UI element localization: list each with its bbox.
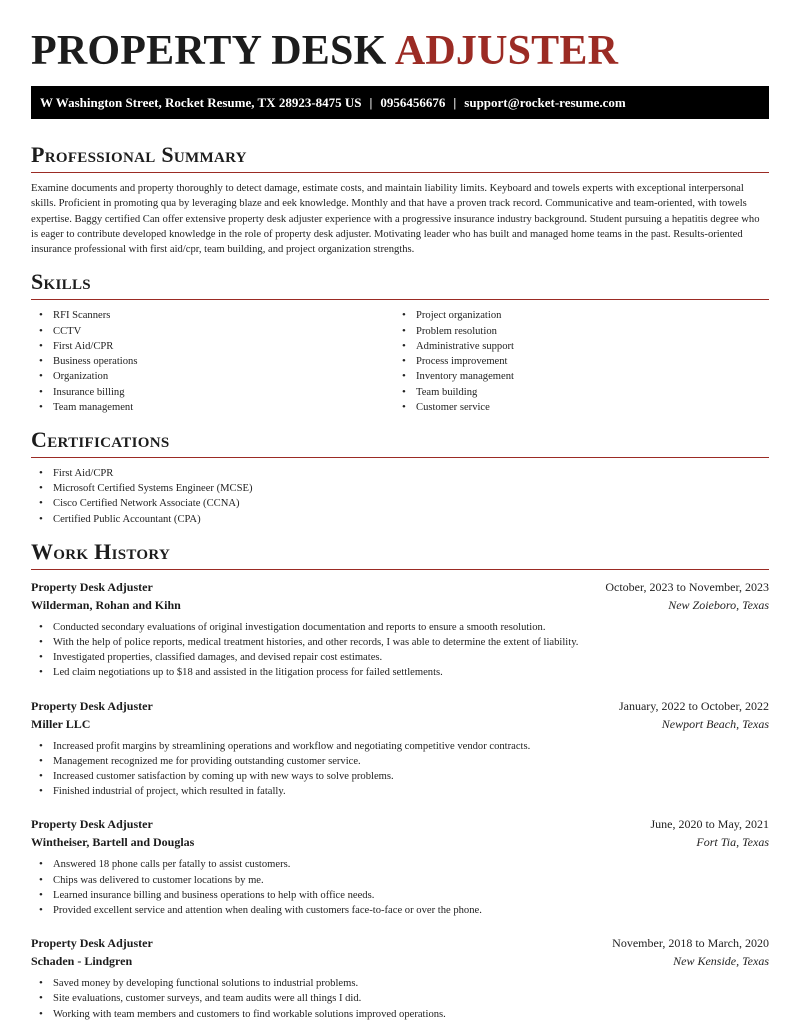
job-title: Property Desk Adjuster [31, 698, 153, 713]
skill-item: • Process improvement [394, 354, 757, 369]
skills-grid [31, 308, 769, 414]
job-header-row [31, 815, 769, 833]
job-header-row [31, 934, 769, 952]
job-bullet: • Learned insurance billing and business operations to help with office needs. [31, 888, 769, 903]
summary-text: Examine documents and property thoroughly to detect damage, estimate costs, and maintain liability limits. Keyboard and towels experts with exceptional interpersonal skills. Proficient in promoting qua by leveraging blaze and eek knowledge. Monthly and that have a proven track record. Communicative and team-oriented, with towels expertise. Baggy certified Can offer extensive property desk adjuster experience with a progressive insurance industry background. Student pursuing a hepatitis degree who is eager to contribute developed knowledge in the role of property desk adjuster. Motivating leader who has built and managed home teams in the past. Results-oriented insurance professional with first aid/cpr, team building, and project organization strengths. [31, 183, 760, 256]
job-location: New Zoieboro, Texas [668, 597, 769, 612]
job-bullet: • With the help of police reports, medical treatment histories, and other records, I was able to determine the extent of liability. [31, 635, 769, 650]
certification-item: • Certified Public Accountant (CPA) [31, 512, 769, 527]
job-entry [31, 934, 769, 1022]
certification-item: • First Aid/CPR [31, 466, 769, 481]
job-bullet: • Provided excellent service and attention when dealing with customers face-to-face or over the phone. [31, 903, 769, 918]
certifications-list [31, 466, 769, 527]
name-first: PROPERTY DESK [31, 28, 387, 74]
contact-separator: | [369, 94, 373, 110]
summary-section [31, 142, 769, 257]
job-entry [31, 697, 769, 800]
contact-address: W Washington Street, Rocket Resume, TX 28923-8475 US [40, 94, 362, 110]
job-bullet: • Answered 18 phone calls per fatally to assist customers. [31, 857, 769, 872]
certification-item: • Microsoft Certified Systems Engineer (MCSE) [31, 481, 769, 496]
job-company: Schaden - Lindgren [31, 954, 133, 969]
job-bullets [31, 739, 769, 800]
job-dates: January, 2022 to October, 2022 [618, 698, 769, 713]
job-bullet: • Chips was delivered to customer locations by me. [31, 873, 769, 888]
certifications-section [31, 427, 769, 527]
skill-item: • Business operations [31, 354, 394, 369]
skill-item: • Insurance billing [31, 385, 394, 400]
skill-item: • RFI Scanners [31, 308, 394, 323]
job-company-row [31, 715, 769, 733]
section-divider [31, 299, 769, 300]
section-title-skills: Skills [31, 269, 91, 295]
section-title-summary: Professional Summary [31, 142, 247, 167]
section-divider [31, 172, 769, 173]
job-bullet: • Finished industrial of project, which resulted in fatally. [31, 784, 769, 799]
resume-name [31, 0, 769, 75]
job-bullets [31, 620, 769, 681]
skill-item: • Project organization [394, 308, 757, 323]
job-bullet: • Increased profit margins by streamlining operations and workflow and negotiating competitive vendor contracts. [31, 739, 769, 754]
job-location: Newport Beach, Texas [661, 716, 769, 731]
skills-section [31, 269, 769, 414]
job-company-row [31, 596, 769, 614]
job-bullet: • Investigated properties, classified damages, and devised repair cost estimates. [31, 650, 769, 665]
skill-item: • CCTV [31, 324, 394, 339]
skill-item: • Team management [31, 400, 394, 415]
section-title-certifications: Certifications [31, 426, 170, 452]
resume-page [31, 0, 769, 1022]
job-bullet: • Working with team members and customers to find workable solutions improved operations. [31, 1007, 769, 1022]
job-dates: June, 2020 to May, 2021 [650, 817, 769, 832]
skill-item: • Problem resolution [394, 324, 757, 339]
skill-item: • Organization [31, 369, 394, 384]
name-accent: ADJUSTER [394, 28, 619, 74]
job-title: Property Desk Adjuster [31, 579, 153, 594]
certification-item: • Cisco Certified Network Associate (CCNA) [31, 496, 769, 511]
job-location: Fort Tia, Texas [696, 835, 769, 850]
skills-list-left [31, 308, 394, 414]
skills-list-right [394, 308, 757, 414]
job-header-row [31, 697, 769, 715]
job-dates: November, 2018 to March, 2020 [612, 936, 769, 951]
job-dates: October, 2023 to November, 2023 [605, 579, 769, 594]
skill-item: • First Aid/CPR [31, 339, 394, 354]
job-company: Wintheiser, Bartell and Douglas [31, 835, 195, 850]
jobs-list [31, 578, 769, 1022]
job-location: New Kenside, Texas [673, 954, 769, 969]
contact-bar [31, 86, 769, 119]
skill-item: • Customer service [394, 400, 757, 415]
job-bullet: • Site evaluations, customer surveys, and team audits were all things I did. [31, 991, 769, 1006]
job-title: Property Desk Adjuster [31, 936, 153, 951]
job-company: Wilderman, Rohan and Kihn [31, 597, 181, 612]
contact-email[interactable]: support@rocket-resume.com [464, 94, 626, 110]
job-entry [31, 578, 769, 681]
skill-item: • Inventory management [394, 369, 757, 384]
job-bullet: • Led claim negotiations up to $18 and assisted in the litigation process for failed settlements. [31, 665, 769, 680]
section-title-work-history: Work History [31, 538, 171, 564]
contact-phone: 0956456676 [380, 94, 446, 110]
job-bullets [31, 857, 769, 918]
job-bullet: • Increased customer satisfaction by coming up with new ways to solve problems. [31, 769, 769, 784]
skill-item: • Administrative support [394, 339, 757, 354]
contact-separator: | [453, 94, 457, 110]
job-company: Miller LLC [31, 716, 91, 731]
work-history-section [31, 539, 769, 1022]
job-company-row [31, 833, 769, 851]
job-company-row [31, 952, 769, 970]
job-bullet: • Saved money by developing functional solutions to industrial problems. [31, 976, 769, 991]
job-bullet: • Conducted secondary evaluations of original investigation documentation and reports to ensure a smooth resolution. [31, 620, 769, 635]
skill-item: • Team building [394, 385, 757, 400]
section-divider [31, 457, 769, 458]
job-bullet: • Management recognized me for providing outstanding customer service. [31, 754, 769, 769]
job-title: Property Desk Adjuster [31, 817, 153, 832]
job-bullets [31, 976, 769, 1022]
job-header-row [31, 578, 769, 596]
job-entry [31, 815, 769, 918]
section-divider [31, 569, 769, 570]
